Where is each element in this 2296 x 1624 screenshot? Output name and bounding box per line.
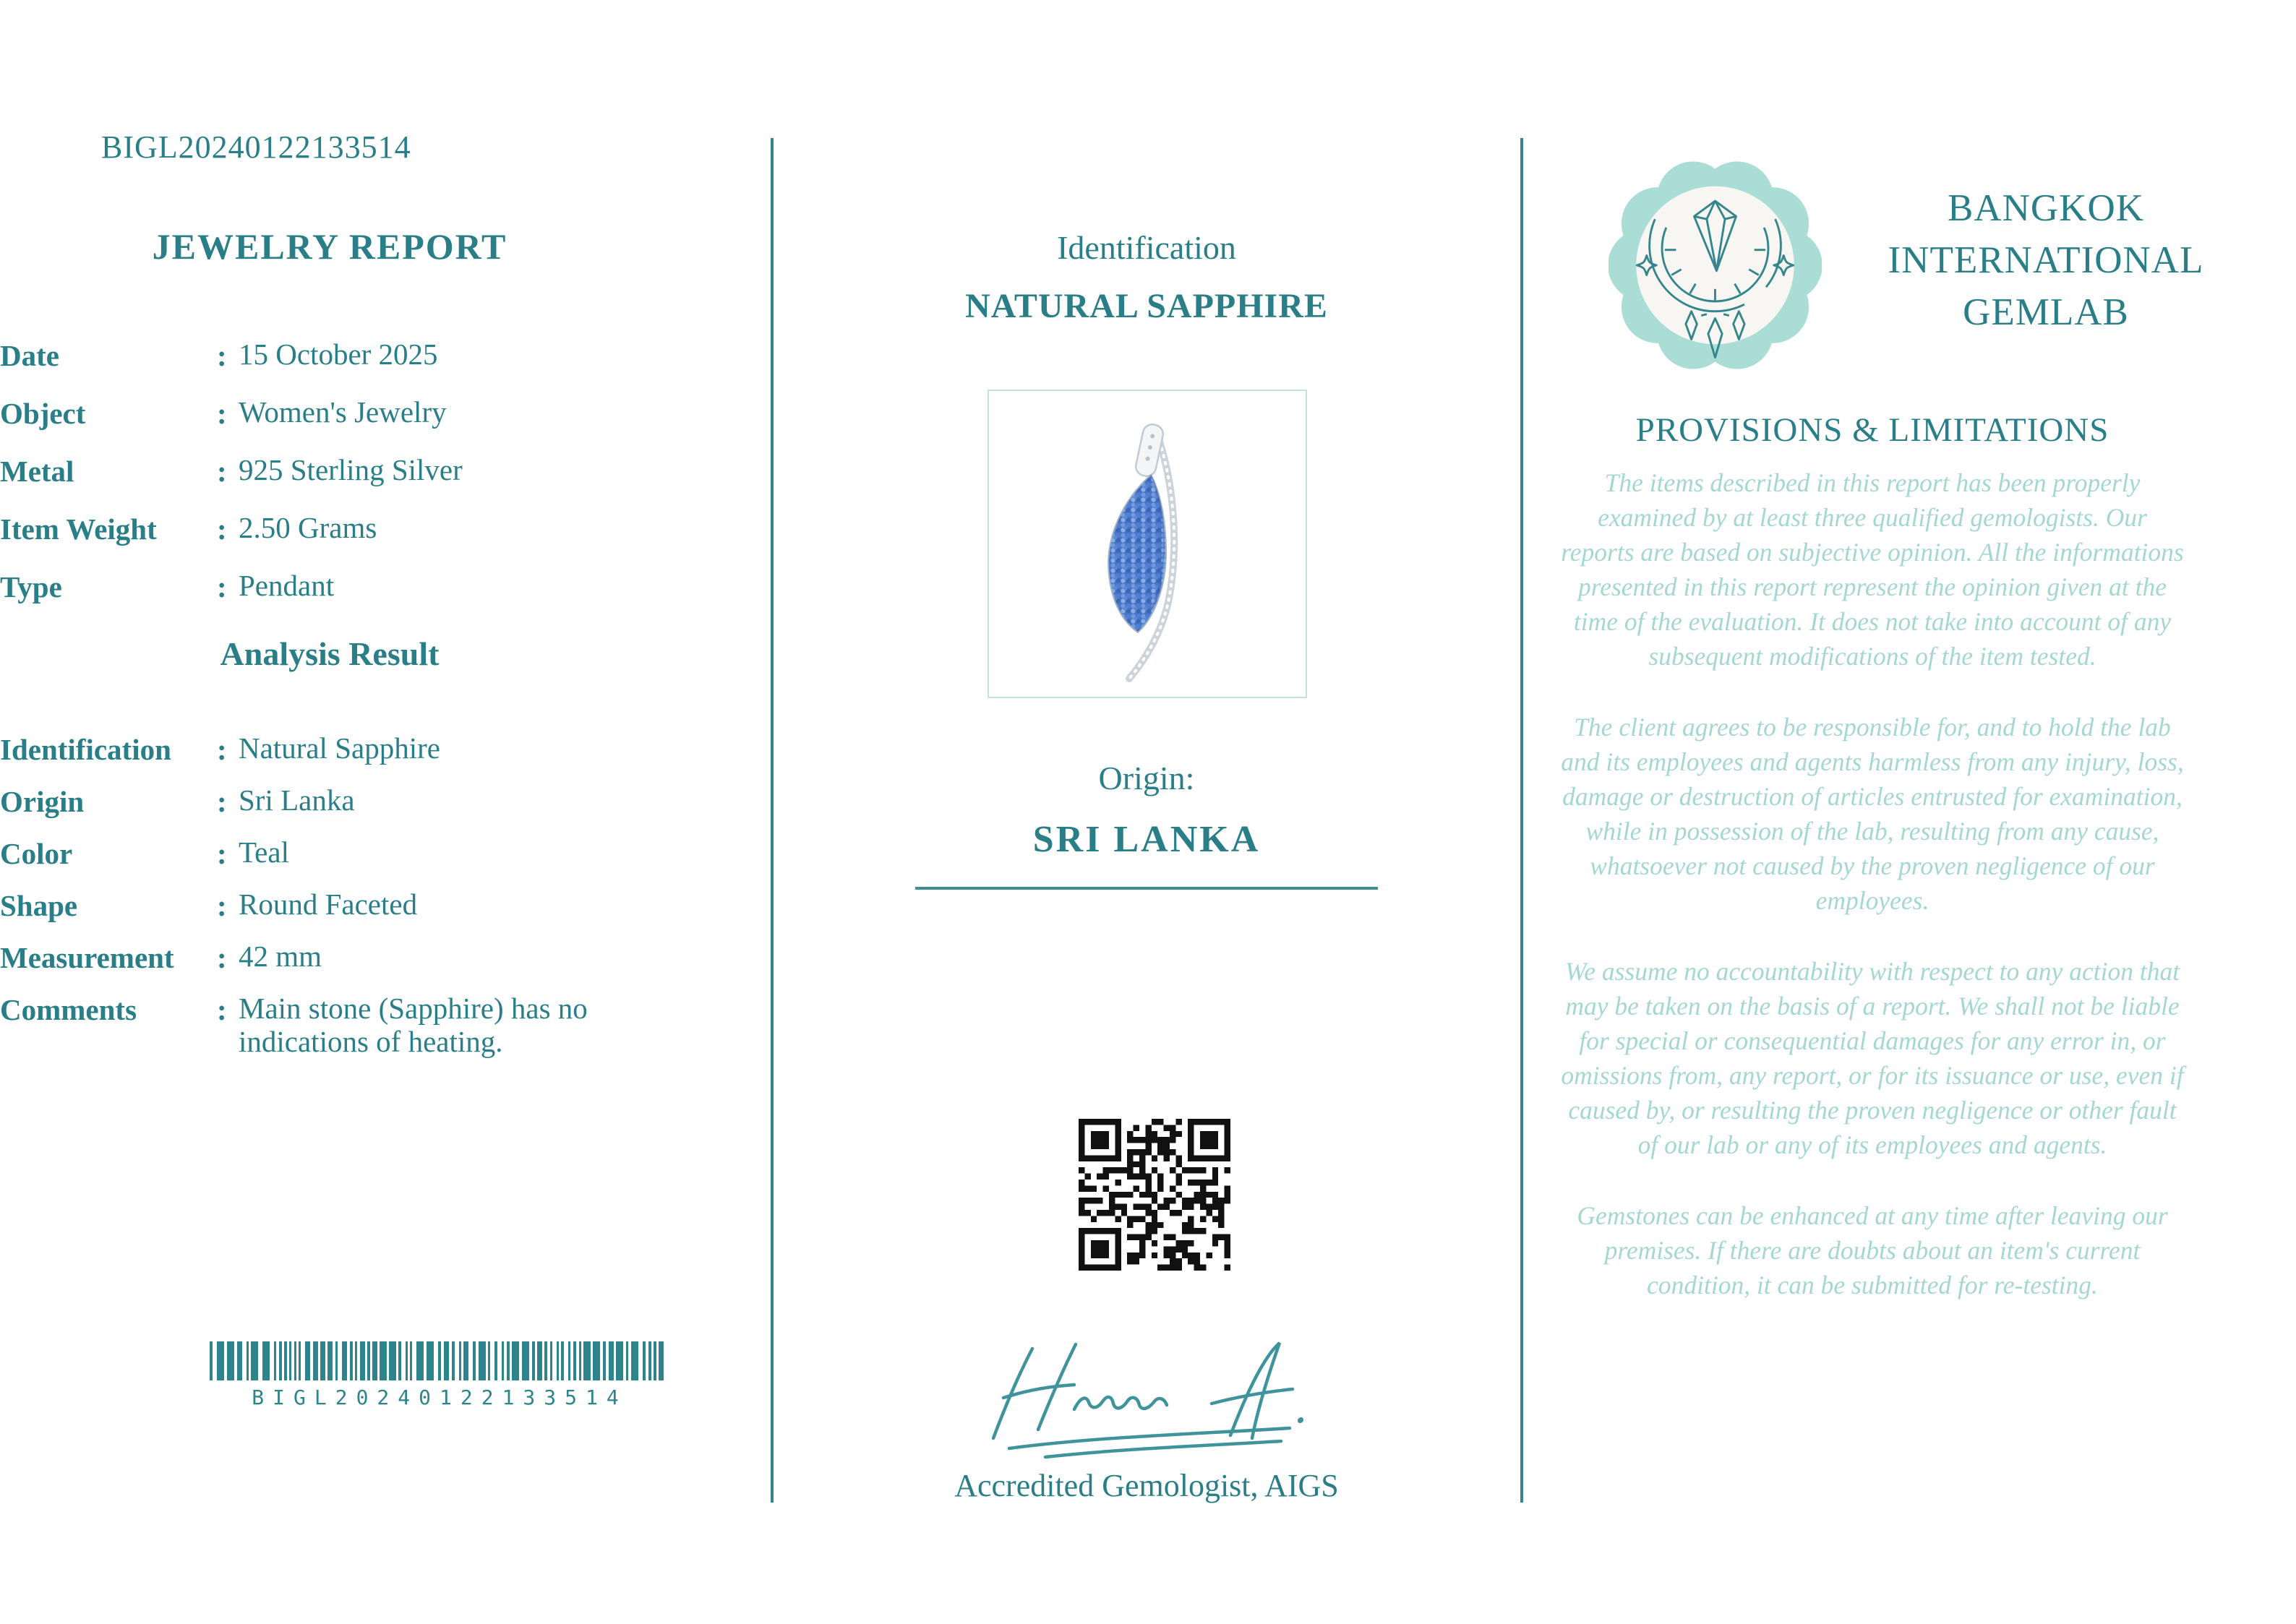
detail-value: Main stone (Sapphire) has no indications of heating. (239, 992, 588, 1058)
org-name-line: GEMLAB (1963, 291, 2129, 333)
item-details-table (0, 338, 659, 627)
barcode-bars (210, 1341, 669, 1380)
analysis-result-title: Analysis Result (220, 635, 440, 672)
table-row (0, 396, 659, 454)
barcode-text: BIGL20240122133514 (252, 1385, 627, 1409)
detail-value: Women's Jewelry (239, 395, 447, 429)
item-photo (988, 390, 1307, 698)
detail-colon: : (217, 512, 227, 546)
detail-colon: : (217, 733, 227, 766)
analysis-result-table (0, 732, 659, 1059)
barcode (210, 1341, 669, 1421)
provisions-paragraph: We assume no accountability with respect to any action that may be taken on the basis of a report. We shall not be liable for special or consequential damages for any error in, or omissions from, any report, or for its issuance or use, even if caused by, or resulting the proven negligence or other fault of our lab or any of its employees and agents. (1561, 957, 2184, 1159)
detail-colon: : (217, 397, 227, 430)
org-name (1848, 182, 2244, 338)
detail-label: Identification (0, 733, 171, 766)
detail-value: 2.50 Grams (239, 511, 377, 544)
pendant-image (989, 391, 1306, 697)
provisions-title: PROVISIONS & LIMITATIONS (1635, 411, 2109, 449)
report-number: BIGL20240122133514 (101, 129, 411, 165)
origin-underline (915, 887, 1378, 890)
detail-value: 42 mm (239, 940, 322, 973)
table-row (0, 338, 659, 396)
detail-label: Date (0, 339, 59, 372)
gemologist-title: Accredited Gemologist, AIGS (954, 1468, 1339, 1503)
provisions-text (1559, 465, 2186, 1302)
org-name-line: BANGKOK (1948, 187, 2144, 229)
page-title: JEWELRY REPORT (152, 226, 507, 267)
detail-colon: : (217, 941, 227, 974)
detail-label: Color (0, 837, 73, 870)
detail-value: Round Faceted (239, 888, 418, 921)
detail-value: Sri Lanka (239, 783, 355, 817)
table-row (0, 836, 659, 888)
identification-value: NATURAL SAPPHIRE (965, 287, 1328, 325)
table-row (0, 570, 659, 627)
detail-value: Teal (239, 835, 289, 869)
table-row (0, 992, 659, 1059)
detail-value: 15 October 2025 (239, 338, 438, 371)
provisions-paragraph: The client agrees to be responsible for, and to hold the lab and its employees and agents harmless from any injury, loss, damage or destruction of articles entrusted for examination, while in possession of the lab, resulting from any cause, whatsoever not caused by the proven negligence of our employees. (1561, 713, 2184, 915)
origin-heading: Origin: (1098, 760, 1195, 796)
detail-label: Shape (0, 889, 78, 922)
detail-label: Metal (0, 455, 74, 488)
detail-colon: : (217, 455, 227, 488)
origin-value: SRI LANKA (1032, 819, 1261, 860)
detail-colon: : (217, 785, 227, 818)
table-row (0, 888, 659, 940)
table-row (0, 512, 659, 570)
detail-value: 925 Sterling Silver (239, 453, 463, 486)
detail-label: Measurement (0, 941, 174, 974)
detail-label: Origin (0, 785, 85, 818)
gemlab-logo (1609, 160, 1822, 370)
table-row (0, 784, 659, 836)
detail-label: Item Weight (0, 512, 157, 546)
detail-value: Pendant (239, 569, 335, 602)
detail-label: Comments (0, 993, 137, 1026)
detail-colon: : (217, 889, 227, 922)
detail-colon: : (217, 837, 227, 870)
table-row (0, 454, 659, 512)
org-name-line: INTERNATIONAL (1888, 239, 2204, 281)
detail-colon: : (217, 339, 227, 372)
detail-colon: : (217, 570, 227, 603)
provisions-paragraph: The items described in this report has been properly examined by at least three qualified gemologists. Our reports are based on subjective opinion. All the informations presented in this report represent the opinion given at the time of the evaluation. It does not take into account of any subsequent modifications of the item tested. (1561, 468, 2184, 671)
column-divider-right (1520, 138, 1523, 1503)
table-row (0, 732, 659, 784)
qr-code (1079, 1119, 1230, 1271)
detail-colon: : (217, 993, 227, 1026)
identification-heading: Identification (1057, 229, 1236, 266)
detail-label: Type (0, 570, 62, 603)
detail-label: Object (0, 397, 86, 430)
column-divider-left (771, 138, 774, 1503)
table-row (0, 940, 659, 992)
pendant-sapphire-leaf (1108, 475, 1166, 632)
gemologist-signature (966, 1328, 1327, 1466)
pendant-bail (1134, 423, 1165, 478)
provisions-paragraph: Gemstones can be enhanced at any time after leaving our premises. If there are doubts about an item's current condition, it can be submitted for re-testing. (1577, 1201, 2168, 1299)
detail-value: Natural Sapphire (239, 731, 440, 765)
